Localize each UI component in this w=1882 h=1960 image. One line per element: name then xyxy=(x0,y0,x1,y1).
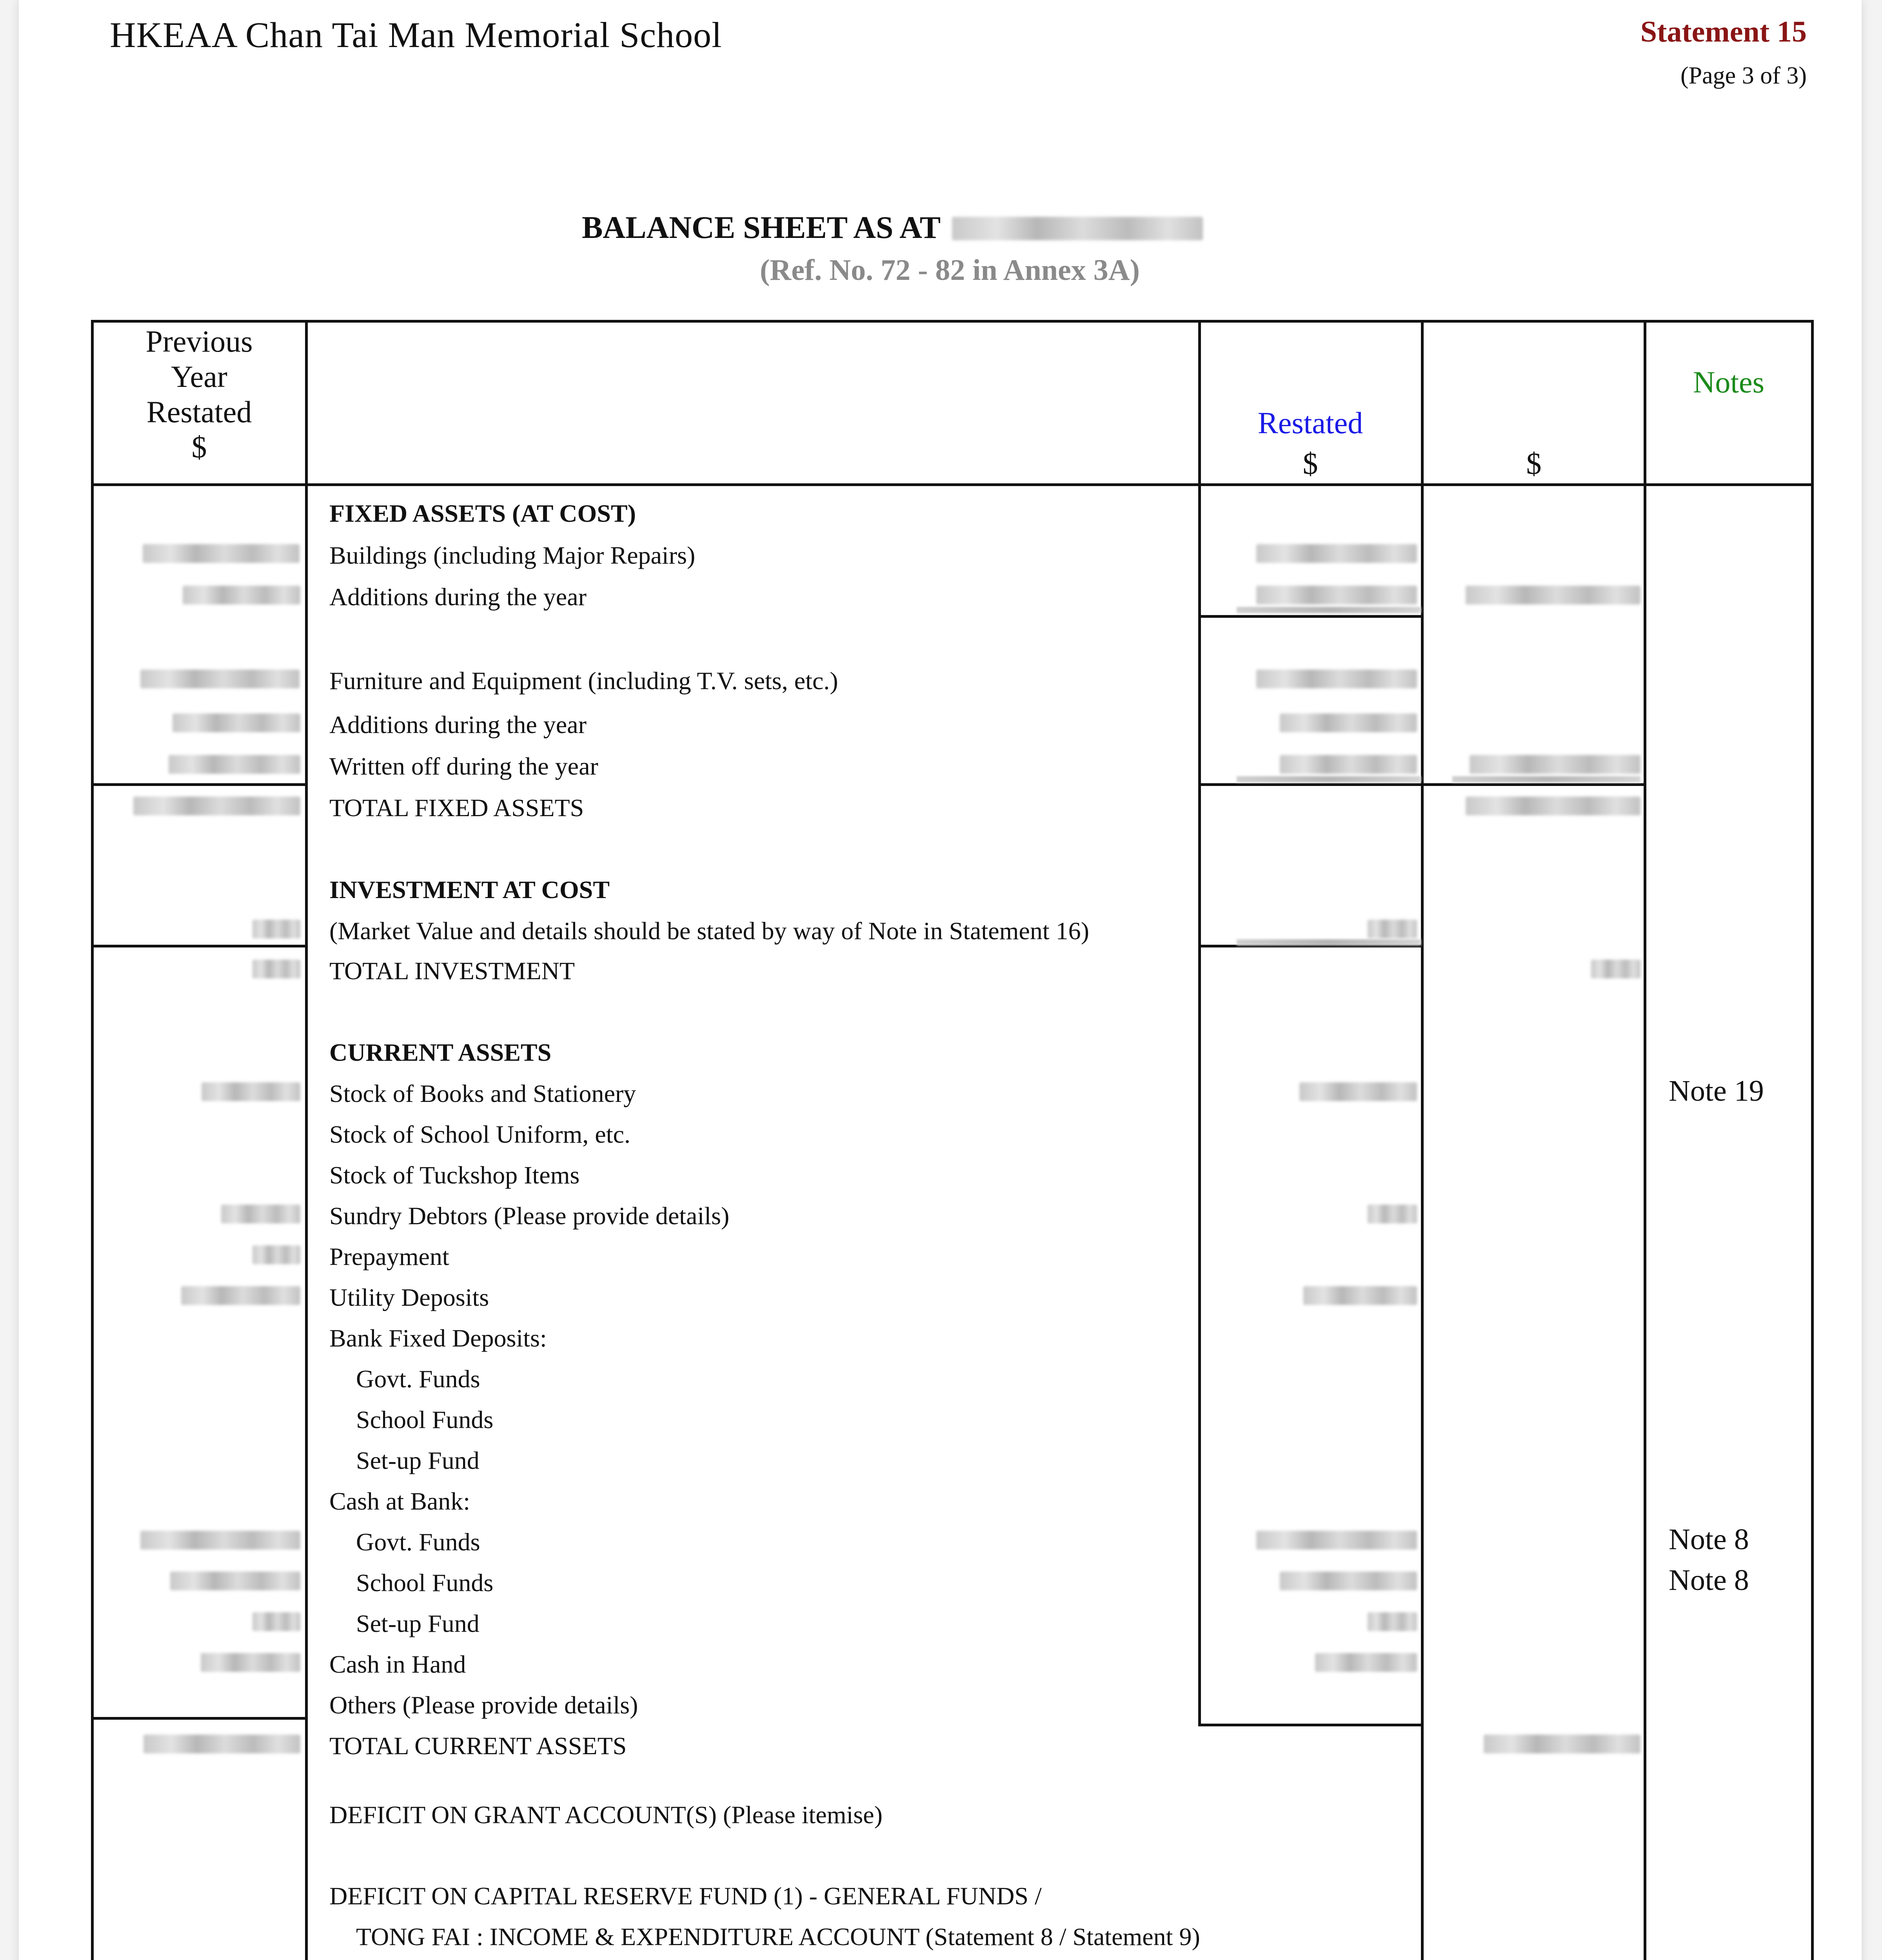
utility-deposits-label: Utility Deposits xyxy=(329,1283,489,1311)
furniture-additions-label: Additions during the year xyxy=(329,711,587,739)
redacted-amount xyxy=(1368,1205,1417,1223)
redacted-amount xyxy=(140,1531,300,1550)
cash-at-bank-label: Cash at Bank: xyxy=(329,1487,470,1515)
deficit-capital-label-line2: TONG FAI : INCOME & EXPENDITURE ACCOUNT (Statement 8 / Statement 9) xyxy=(356,1923,1200,1951)
redacted-rule xyxy=(1237,776,1421,782)
sundry-debtors-label: Sundry Debtors (Please provide details) xyxy=(329,1202,730,1230)
note-8-school: Note 8 xyxy=(1669,1564,1749,1597)
redacted-amount xyxy=(253,1612,300,1631)
redacted-amount xyxy=(173,713,300,732)
page-indicator: (Page 3 of 3) xyxy=(1680,62,1807,89)
redacted-amount xyxy=(221,1205,300,1223)
redacted-amount xyxy=(1303,1286,1417,1305)
redacted-rule xyxy=(1452,776,1640,782)
note-19: Note 19 xyxy=(1669,1074,1764,1107)
furniture-written-off-label: Written off during the year xyxy=(329,752,598,780)
redacted-amount xyxy=(1256,1531,1417,1550)
redacted-date xyxy=(952,217,1203,240)
cab-govt-label: Govt. Funds xyxy=(356,1528,480,1556)
notes-header: Notes xyxy=(1693,365,1764,399)
reference-note: (Ref. No. 72 - 82 in Annex 3A) xyxy=(760,254,1140,287)
redacted-amount xyxy=(1466,797,1640,815)
redacted-amount xyxy=(144,1735,300,1753)
redacted-amount xyxy=(1280,755,1417,774)
bfd-school-label: School Funds xyxy=(356,1406,494,1434)
restated-currency: $ xyxy=(1303,446,1318,481)
total-fixed-assets-label: TOTAL FIXED ASSETS xyxy=(329,794,584,822)
market-value-label: (Market Value and details should be stated by way of Note in Statement 16) xyxy=(329,917,1089,945)
stock-books-label: Stock of Books and Stationery xyxy=(329,1080,636,1107)
redacted-amount xyxy=(183,586,300,604)
redacted-amount xyxy=(253,920,300,938)
redacted-amount xyxy=(1484,1735,1640,1753)
note-8-govt: Note 8 xyxy=(1669,1523,1749,1556)
redacted-amount xyxy=(1591,960,1640,978)
buildings-additions-label: Additions during the year xyxy=(329,583,587,611)
total-investment-label: TOTAL INVESTMENT xyxy=(329,957,575,985)
redacted-amount xyxy=(1280,1572,1417,1590)
cab-school-label: School Funds xyxy=(356,1569,494,1597)
current-assets-heading: CURRENT ASSETS xyxy=(329,1038,552,1066)
redacted-amount xyxy=(1470,755,1640,774)
bfd-setup-label: Set-up Fund xyxy=(356,1446,480,1474)
investment-heading: INVESTMENT AT COST xyxy=(329,876,610,904)
redacted-amount xyxy=(143,544,300,563)
redacted-amount xyxy=(1466,586,1640,604)
redacted-amount xyxy=(1299,1082,1417,1101)
redacted-amount xyxy=(253,1245,300,1264)
redacted-amount xyxy=(169,755,300,774)
redacted-amount xyxy=(201,1653,300,1672)
statement-number: Statement 15 xyxy=(1640,15,1807,48)
bank-fixed-deposits-label: Bank Fixed Deposits: xyxy=(329,1324,547,1352)
cab-setup-label: Set-up Fund xyxy=(356,1610,480,1637)
bfd-govt-label: Govt. Funds xyxy=(356,1365,480,1393)
total-current-assets-label: TOTAL CURRENT ASSETS xyxy=(329,1732,627,1760)
school-name: HKEAA Chan Tai Man Memorial School xyxy=(110,15,722,55)
buildings-label: Buildings (including Major Repairs) xyxy=(329,541,696,569)
redacted-amount xyxy=(181,1286,300,1305)
fixed-assets-heading: FIXED ASSETS (AT COST) xyxy=(329,499,636,527)
redacted-amount xyxy=(170,1572,300,1590)
previous-year-header-line4: $ xyxy=(191,430,207,464)
prepayment-label: Prepayment xyxy=(329,1243,449,1270)
redacted-amount xyxy=(202,1082,300,1101)
cash-in-hand-label: Cash in Hand xyxy=(329,1650,466,1678)
redacted-amount xyxy=(1280,713,1417,732)
redacted-amount xyxy=(1315,1653,1417,1672)
redacted-amount xyxy=(1368,920,1417,938)
balance-sheet-title: BALANCE SHEET AS AT xyxy=(582,211,941,245)
redacted-amount xyxy=(1256,586,1417,604)
stock-tuckshop-label: Stock of Tuckshop Items xyxy=(329,1161,580,1189)
deficit-grant-label: DEFICIT ON GRANT ACCOUNT(S) (Please itemise) xyxy=(329,1801,883,1829)
redacted-amount xyxy=(1256,544,1417,563)
redacted-rule xyxy=(1237,607,1421,613)
furniture-label: Furniture and Equipment (including T.V. sets, etc.) xyxy=(329,667,838,695)
current-currency: $ xyxy=(1526,446,1542,481)
statement-page xyxy=(19,0,1862,1960)
deficit-capital-label-line1: DEFICIT ON CAPITAL RESERVE FUND (1) - GENERAL FUNDS / xyxy=(329,1882,1042,1910)
redacted-amount xyxy=(253,960,300,978)
previous-year-header xyxy=(97,324,301,465)
previous-year-header-line1: Previous xyxy=(145,324,253,358)
redacted-rule xyxy=(1237,939,1421,946)
restated-header: Restated xyxy=(1257,406,1363,440)
redacted-amount xyxy=(133,797,300,815)
redacted-amount xyxy=(140,670,300,688)
stock-uniform-label: Stock of School Uniform, etc. xyxy=(329,1120,630,1148)
redacted-amount xyxy=(1256,670,1417,688)
others-label: Others (Please provide details) xyxy=(329,1691,638,1719)
previous-year-header-line3: Restated xyxy=(146,395,252,429)
redacted-amount xyxy=(1368,1612,1417,1631)
previous-year-header-line2: Year xyxy=(171,359,227,394)
